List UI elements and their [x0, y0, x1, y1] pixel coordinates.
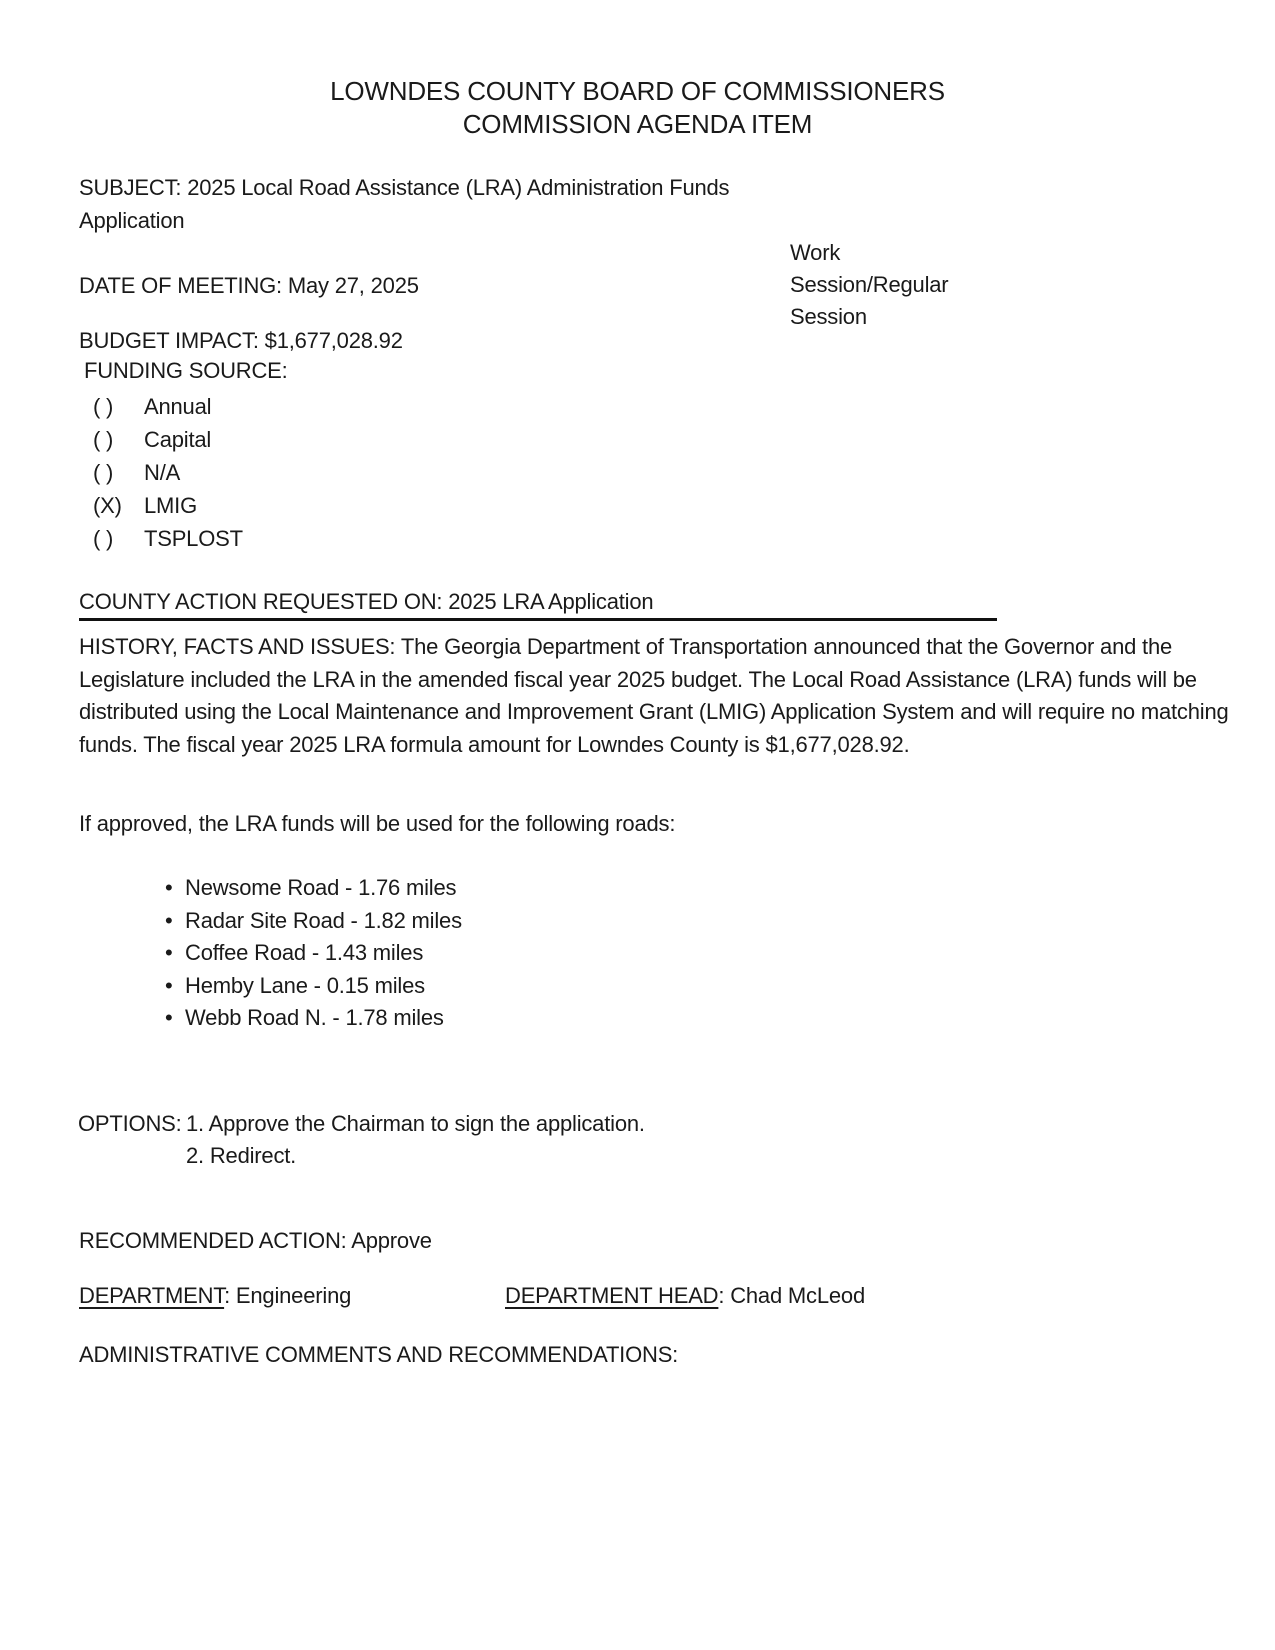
checkbox-mark: ( ): [93, 526, 114, 551]
funding-option-row: [93, 522, 243, 555]
funding-option-label: TSPLOST: [144, 526, 243, 551]
department-head-field: [505, 1280, 865, 1313]
option-item: 2. Redirect.: [186, 1143, 297, 1168]
roads-intro: If approved, the LRA funds will be used for the following roads:: [79, 811, 676, 836]
administrative-comments: ADMINISTRATIVE COMMENTS AND RECOMMENDATIONS:: [79, 1342, 679, 1367]
county-action-requested: COUNTY ACTION REQUESTED ON: 2025 LRA Application: [79, 586, 997, 621]
checkbox-mark: ( ): [93, 394, 114, 419]
road-list-item: • Radar Site Road - 1.82 miles: [165, 905, 462, 938]
session-type: Work Session/Regular Session: [790, 240, 949, 329]
checkbox-mark: ( ): [93, 460, 114, 485]
funding-option-label: Annual: [144, 394, 212, 419]
option-item: 1. Approve the Chairman to sign the application.: [186, 1111, 645, 1136]
funding-option-label: N/A: [144, 460, 181, 485]
department-head-value: : Chad McLeod: [718, 1283, 865, 1308]
history-facts-issues: HISTORY, FACTS AND ISSUES: The Georgia Department of Transportation announced that the Governor and the Legislature included the LRA in the amended fiscal year 2025 budget. The Local Road Assistance (LRA) funds will be distributed using the Local Maintenance and Improvement Grant (LMIG) Application System and will require no matching funds. The fiscal year 2025 LRA formula amount for Lowndes County is $1,677,028.92.: [79, 634, 1229, 757]
department-value: : Engineering: [224, 1283, 352, 1308]
checkbox-mark: ( ): [93, 427, 114, 452]
funding-option-label: Capital: [144, 427, 212, 452]
options-list: [186, 1108, 645, 1172]
date-of-meeting: DATE OF MEETING: May 27, 2025: [79, 273, 419, 298]
department-head-label: DEPARTMENT HEAD: [505, 1283, 719, 1308]
road-list-item: • Newsome Road - 1.76 miles: [165, 872, 462, 905]
road-list-item: • Webb Road N. - 1.78 miles: [165, 1002, 462, 1035]
document-header: [0, 75, 1275, 141]
department-label: DEPARTMENT: [79, 1283, 225, 1308]
funding-option-row: [93, 489, 243, 522]
roads-list: [165, 872, 462, 1035]
road-list-item: • Coffee Road - 1.43 miles: [165, 937, 462, 970]
subject-line: SUBJECT: 2025 Local Road Assistance (LRA) Administration Funds Application: [79, 175, 730, 233]
options-label: OPTIONS:: [78, 1111, 182, 1136]
funding-option-row: [93, 423, 243, 456]
funding-source-options: [93, 390, 243, 555]
funding-option-row: [93, 390, 243, 423]
road-list-item: • Hemby Lane - 0.15 miles: [165, 970, 462, 1003]
funding-source-label: FUNDING SOURCE:: [84, 358, 288, 383]
budget-impact: BUDGET IMPACT: $1,677,028.92: [79, 328, 403, 353]
funding-option-label: LMIG: [144, 493, 197, 518]
checkbox-mark: (X): [93, 493, 122, 518]
funding-option-row: [93, 456, 243, 489]
recommended-action: RECOMMENDED ACTION: Approve: [79, 1228, 432, 1253]
document-title-line2: COMMISSION AGENDA ITEM: [462, 109, 813, 139]
document-title-line1: LOWNDES COUNTY BOARD OF COMMISSIONERS: [330, 76, 945, 106]
department-field: [79, 1280, 351, 1313]
